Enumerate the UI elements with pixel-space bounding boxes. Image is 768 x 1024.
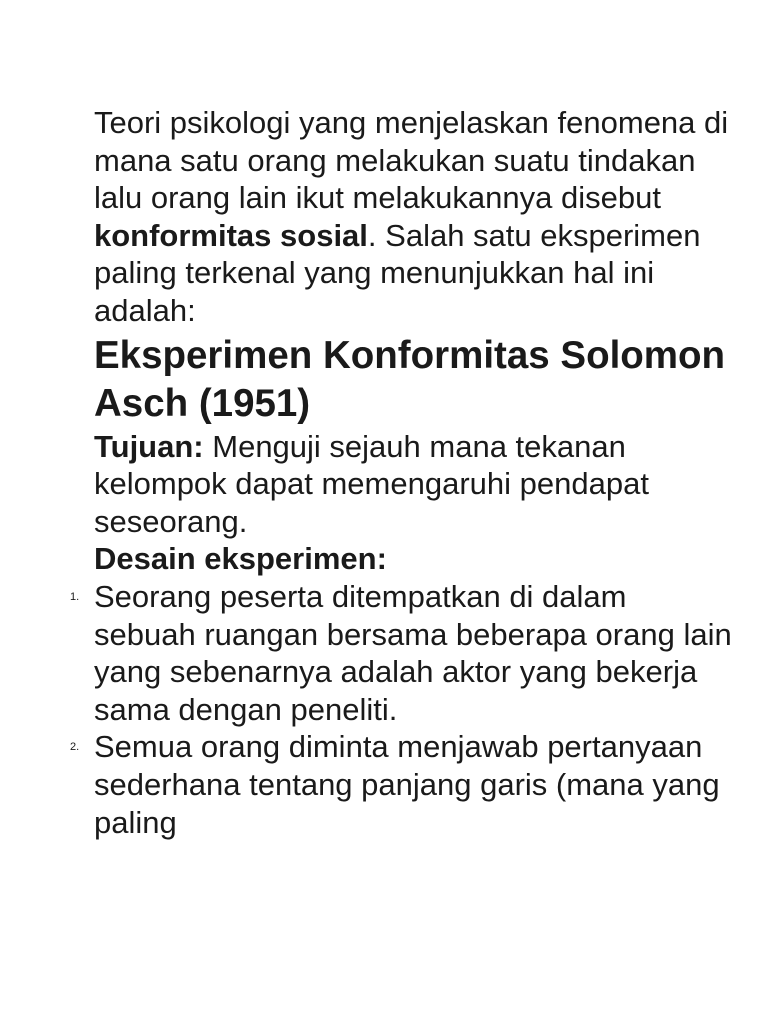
design-label: Desain eksperimen: xyxy=(94,541,387,577)
key-term: konformitas sosial xyxy=(94,217,368,253)
document-page xyxy=(70,104,734,841)
list-item xyxy=(70,578,734,728)
design-steps-list xyxy=(70,578,734,841)
section-heading: Eksperimen Konformitas Solomon Asch (1951) xyxy=(94,333,726,425)
purpose-text: Menguji sejauh mana tekanan kelompok dapat memengaruhi pendapat seseorang. xyxy=(94,428,649,539)
list-item-text: Seorang peserta ditempatkan di dalam sebuah ruangan bersama beberapa orang lain yang sebenarnya adalah aktor yang bekerja sama dengan peneliti. xyxy=(94,578,732,727)
purpose-paragraph xyxy=(94,428,734,541)
intro-text: Teori psikologi yang menjelaskan fenomena di mana satu orang melakukan suatu tindakan lalu orang lain ikut melakukannya disebut xyxy=(94,105,729,216)
intro-paragraph xyxy=(94,104,734,330)
list-marker: 1. xyxy=(70,590,80,603)
list-marker: 2. xyxy=(70,741,80,754)
list-item-text: Semua orang diminta menjawab pertanyaan sederhana tentang panjang garis (mana yang paling xyxy=(94,729,720,840)
list-item xyxy=(70,728,734,841)
intro-text-continued: . Salah satu eksperimen paling terkenal yang menunjukkan hal ini adalah: xyxy=(94,217,701,328)
purpose-label: Tujuan: xyxy=(94,428,204,464)
